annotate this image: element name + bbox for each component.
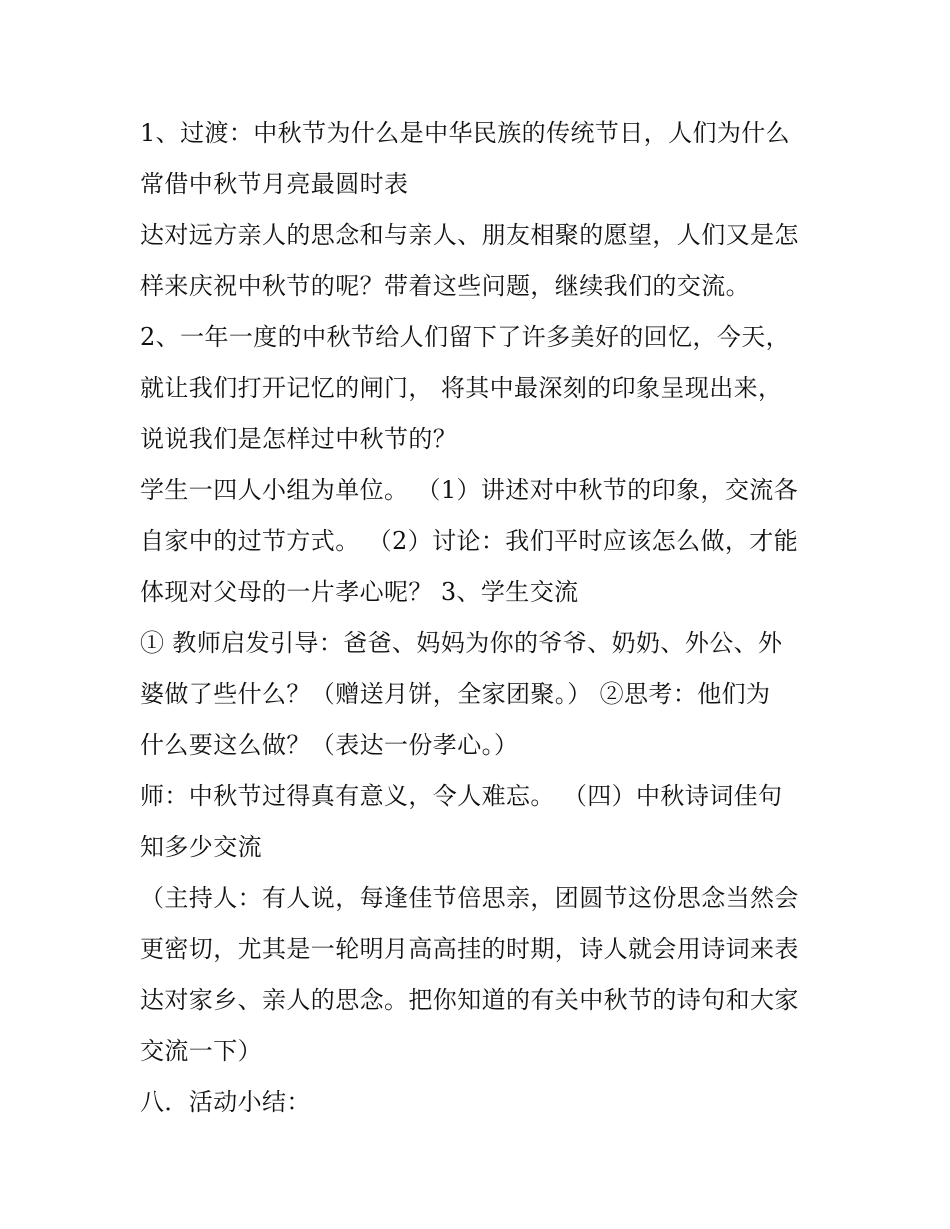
text-line: 交流一下） (140, 1037, 262, 1065)
text-line: 师：中秋节过得真有意义，令人难忘。 （四）中秋诗词佳句 (140, 782, 783, 810)
text-line: （主持人：有人说，每逢佳节倍思亲，团圆节这份思念当然会 (140, 884, 799, 912)
text-line: 学生一四人小组为单位。 （1）讲述对中秋节的印象，交流各 (140, 476, 799, 504)
text-line: 2、一年一度的中秋节给人们留下了许多美好的回忆，今天， (140, 323, 791, 351)
text-line: 达对远方亲人的思念和与亲人、朋友相聚的愿望，人们又是怎 (140, 221, 799, 249)
text-line: 样来庆祝中秋节的呢？带着这些问题，继续我们的交流。 (140, 272, 750, 300)
text-line: 八．活动小结： (140, 1088, 311, 1116)
text-line: 自家中的过节方式。 （2）讨论：我们平时应该怎么做，才能 (140, 527, 799, 555)
text-line: 体现对父母的一片孝心呢？ 3、学生交流 (140, 578, 579, 606)
text-line: 说说我们是怎样过中秋节的？ (140, 425, 458, 453)
text-line: 更密切，尤其是一轮明月高高挂的时期，诗人就会用诗词来表 (140, 935, 799, 963)
text-line: 什么要这么做？（表达一份孝心。） (140, 731, 519, 759)
document-body (140, 108, 830, 1128)
text-line: 达对家乡、亲人的思念。把你知道的有关中秋节的诗句和大家 (140, 986, 799, 1014)
text-line: ① 教师启发引导：爸爸、妈妈为你的爷爷、奶奶、外公、外 (140, 629, 783, 657)
text-line: 1、过渡：中秋节为什么是中华民族的传统节日，人们为什么 (140, 119, 791, 147)
text-line: 知多少交流 (140, 833, 262, 861)
text-line: 常借中秋节月亮最圆时表 (140, 170, 409, 198)
text-line: 婆做了些什么？（赠送月饼，全家团聚。） ②思考：他们为 (140, 680, 771, 708)
text-line: 就让我们打开记忆的闸门， 将其中最深刻的印象呈现出来， (140, 374, 783, 402)
